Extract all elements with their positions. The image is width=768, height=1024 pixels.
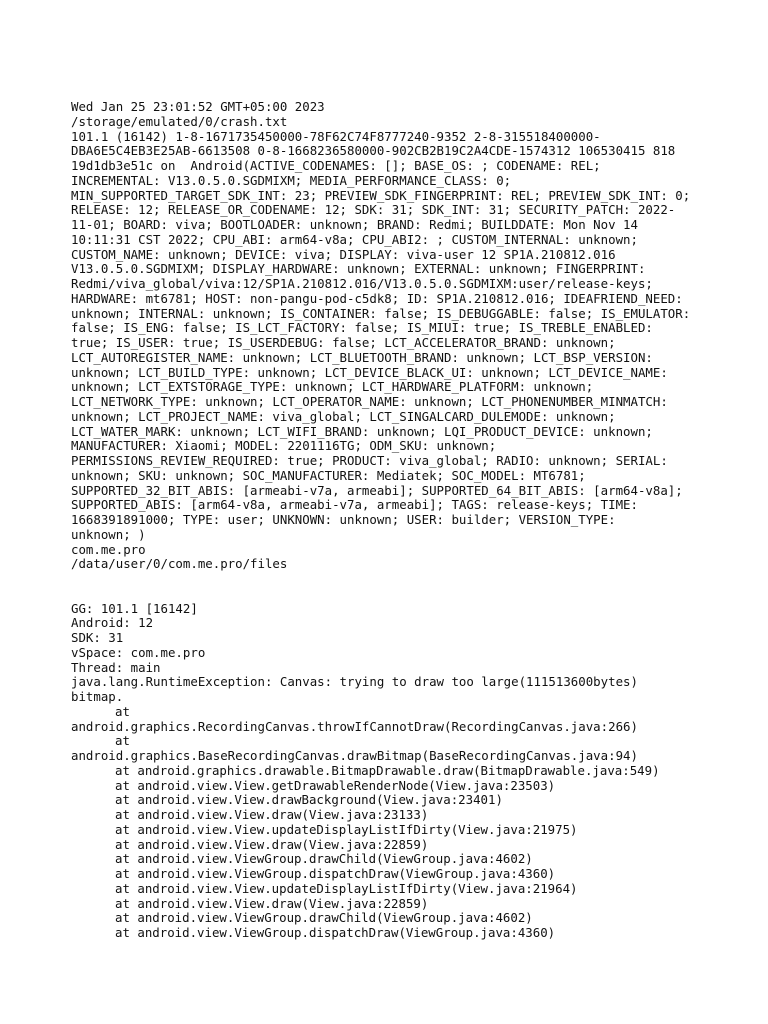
header-line: unknown; LCT_PROJECT_NAME: viva_global; LCT_SINGALCARD_DULEMODE: unknown; [71, 408, 616, 424]
header-line: false; IS_ENG: false; IS_LCT_FACTORY: false; IS_MIUI: true; IS_TREBLE_ENABLED: [71, 320, 653, 336]
summary-line: SDK: 31 [71, 630, 124, 645]
stack-trace-line: at android.view.ViewGroup.dispatchDraw(ViewGroup.java:4360) [115, 866, 556, 881]
header-line: LCT_WATER_MARK: unknown; LCT_WIFI_BRAND: unknown; LQI_PRODUCT_DEVICE: unknown; [71, 423, 653, 439]
header-line: RELEASE: 12; RELEASE_OR_CODENAME: 12; SDK: 31; SDK_INT: 31; SECURITY_PATCH: 2022- [71, 202, 676, 218]
header-line: Redmi/viva_global/viva:12/SP1A.210812.016/V13.0.5.0.SGDMIXM:user/release-keys; [71, 276, 653, 291]
stack-trace-line: at [115, 733, 130, 749]
summary-line: GG: 101.1 [16142] [71, 600, 198, 616]
stack-trace-line: android.graphics.RecordingCanvas.throwIfCannotDraw(RecordingCanvas.java:266) [71, 718, 638, 734]
header-line: MIN_SUPPORTED_TARGET_SDK_INT: 23; PREVIEW_SDK_FINGERPRINT: REL; PREVIEW_SDK_INT: 0; [71, 187, 691, 203]
stack-trace-line: at android.view.ViewGroup.drawChild(ViewGroup.java:4602) [115, 851, 533, 867]
stack-trace-line: android.graphics.BaseRecordingCanvas.drawBitmap(BaseRecordingCanvas.java:94) [71, 748, 638, 763]
header-line: 11-01; BOARD: viva; BOOTLOADER: unknown; BRAND: Redmi; BUILDDATE: Mon Nov 14 [71, 217, 638, 232]
header-line: 19d1db3e51c on Android(ACTIVE_CODENAMES: []; BASE_OS: ; CODENAME: REL; [71, 158, 601, 173]
header-line: LCT_AUTOREGISTER_NAME: unknown; LCT_BLUETOOTH_BRAND: unknown; LCT_BSP_VERSION: [71, 349, 653, 365]
summary-line: vSpace: com.me.pro [71, 644, 206, 660]
header-line: PERMISSIONS_REVIEW_REQUIRED: true; PRODUCT: viva_global; RADIO: unknown; SERIAL: [71, 453, 668, 468]
header-line: 101.1 (16142) 1-8-1671735450000-78F62C74F8777240-9352 2-8-315518400000- [71, 128, 601, 144]
header-line: 10:11:31 CST 2022; CPU_ABI: arm64-v8a; CPU_ABI2: ; CUSTOM_INTERNAL: unknown; [71, 231, 638, 247]
stack-trace-line: at android.view.View.drawBackground(View.java:23401) [115, 792, 503, 808]
header-line: V13.0.5.0.SGDMIXM; DISPLAY_HARDWARE: unknown; EXTERNAL: unknown; FINGERPRINT: [71, 261, 646, 277]
header-line: unknown; SKU: unknown; SOC_MANUFACTURER: Mediatek; SOC_MODEL: MT6781; [71, 467, 586, 483]
stack-trace-line: at android.view.View.updateDisplayListIfDirty(View.java:21964) [115, 880, 578, 896]
stack-trace-line: at android.view.View.updateDisplayListIfDirty(View.java:21975) [115, 821, 578, 837]
header-line: /data/user/0/com.me.pro/files [71, 556, 288, 572]
summary-line: bitmap. [71, 689, 124, 704]
header-line: CUSTOM_NAME: unknown; DEVICE: viva; DISPLAY: viva-user 12 SP1A.210812.016 [71, 246, 616, 262]
header-line: HARDWARE: mt6781; HOST: non-pangu-pod-c5dk8; ID: SP1A.210812.016; IDEAFRIEND_NEED: [71, 290, 683, 306]
stack-trace-line: at android.view.View.draw(View.java:22859) [115, 895, 429, 911]
header-line: /storage/emulated/0/crash.txt [71, 113, 288, 129]
header-line: com.me.pro [71, 541, 146, 557]
stack-trace-line: at [115, 703, 130, 719]
stack-trace-line: at android.view.View.draw(View.java:22859) [115, 836, 429, 852]
stack-trace-line: at android.view.View.getDrawableRenderNode(View.java:23503) [115, 777, 556, 793]
stack-trace-line: at android.graphics.drawable.BitmapDrawable.draw(BitmapDrawable.java:549) [115, 762, 660, 778]
stack-trace-block [71, 705, 711, 941]
header-line: unknown; ) [71, 526, 146, 542]
header-line: SUPPORTED_ABIS: [arm64-v8a, armeabi-v7a, armeabi]; TAGS: release-keys; TIME: [71, 497, 638, 513]
header-line: unknown; LCT_EXTSTORAGE_TYPE: unknown; LCT_HARDWARE_PLATFORM: unknown; [71, 379, 594, 395]
stack-trace-line: at android.view.ViewGroup.drawChild(ViewGroup.java:4602) [115, 910, 533, 926]
stack-trace-line: at android.view.ViewGroup.dispatchDraw(ViewGroup.java:4360) [115, 925, 556, 940]
header-line: unknown; LCT_BUILD_TYPE: unknown; LCT_DEVICE_BLACK_UI: unknown; LCT_DEVICE_NAME: [71, 364, 668, 380]
summary-line: Thread: main [71, 659, 161, 675]
header-line: SUPPORTED_32_BIT_ABIS: [armeabi-v7a, armeabi]; SUPPORTED_64_BIT_ABIS: [arm64-v8a]; [71, 482, 683, 498]
header-line: unknown; INTERNAL: unknown; IS_CONTAINER: false; IS_DEBUGGABLE: false; IS_EMULATOR: [71, 305, 691, 321]
header-line: INCREMENTAL: V13.0.5.0.SGDMIXM; MEDIA_PERFORMANCE_CLASS: 0; [71, 172, 512, 188]
crash-summary-block [71, 602, 711, 705]
section-gap [71, 572, 711, 602]
header-line: LCT_NETWORK_TYPE: unknown; LCT_OPERATOR_NAME: unknown; LCT_PHONENUMBER_MINMATCH: [71, 394, 668, 409]
header-line: MANUFACTURER: Xiaomi; MODEL: 2201116TG; ODM_SKU: unknown; [71, 438, 497, 454]
header-line: true; IS_USER: true; IS_USERDEBUG: false; LCT_ACCELERATOR_BRAND: unknown; [71, 335, 616, 350]
summary-line: Android: 12 [71, 615, 154, 631]
crash-header-block [71, 100, 711, 572]
crash-log-document [71, 100, 711, 941]
header-line: Wed Jan 25 23:01:52 GMT+05:00 2023 [71, 99, 325, 114]
stack-trace-line: at android.view.View.draw(View.java:23133) [115, 807, 429, 822]
summary-line: java.lang.RuntimeException: Canvas: trying to draw too large(111513600bytes) [71, 674, 638, 690]
header-line: DBA6E5C4EB3E25AB-6613508 0-8-1668236580000-902CB2B19C2A4CDE-1574312 106530415 818 [71, 143, 676, 159]
header-line: 1668391891000; TYPE: user; UNKNOWN: unknown; USER: builder; VERSION_TYPE: [71, 512, 616, 527]
